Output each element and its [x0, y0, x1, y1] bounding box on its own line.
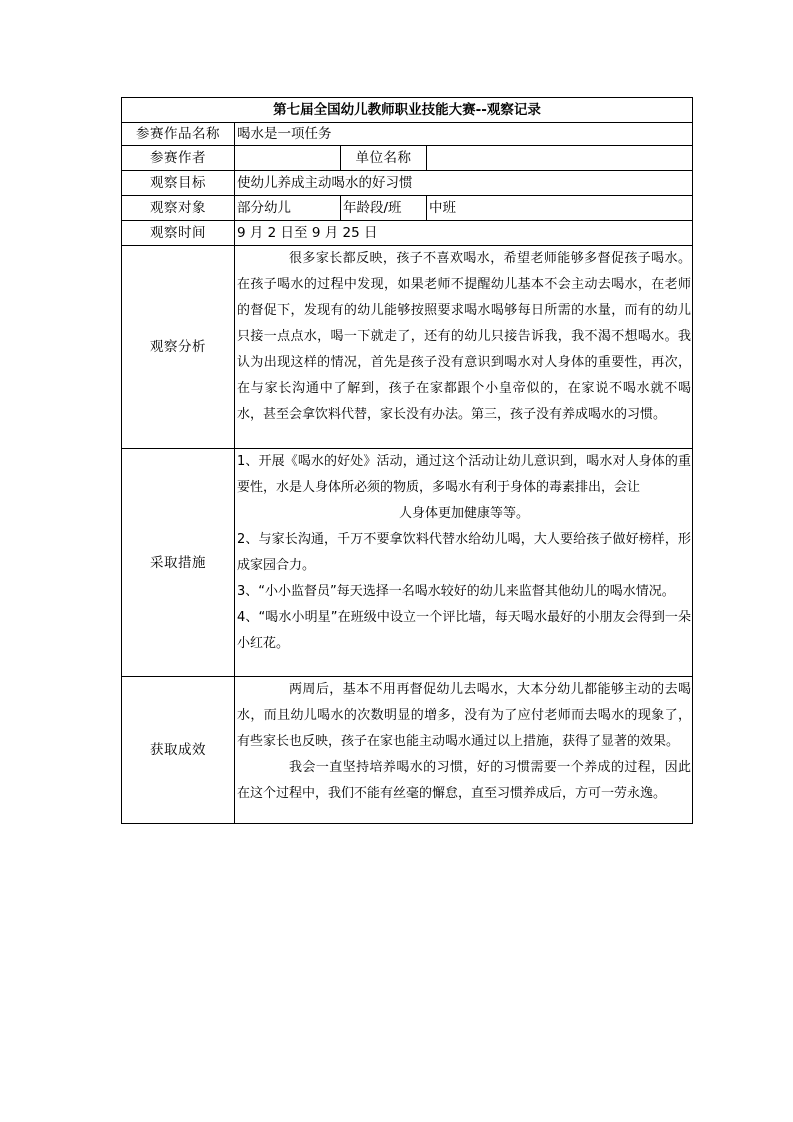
- age-group-value: 中班: [427, 196, 693, 221]
- analysis-text: 很多家长都反映，孩子不喜欢喝水，希望老师能够多督促孩子喝水。在孩子喝水的过程中发现，如果老师不提醒幼儿基本不会主动去喝水，在老师的督促下，发现有的幼儿能够按照要求喝水喝够每日所需的水量，而有的幼儿只接一点点水，喝一下就走了，还有的幼儿只接告诉我，我不渴不想喝水。我认为出现这样的情况，首先是孩子没有意识到喝水对人身体的重要性，再次，在与家长沟通中了解到，孩子在家都跟个小皇帝似的，在家说不喝水就不喝水，甚至会拿饮料代替，家长没有办法。第三，孩子没有养成喝水的习惯。: [237, 251, 692, 422]
- unit-name-label: 单位名称: [341, 146, 427, 171]
- measures-label: 采取措施: [122, 449, 235, 677]
- results-cell: [235, 677, 693, 824]
- unit-name-value: [427, 146, 693, 171]
- measure-item-1: 1、开展《喝水的好处》活动，通过这个活动让幼儿意识到，喝水对人身体的重要性，水是人身体所必须的物质，多喝水有利于身体的毒素排出，会让: [237, 454, 692, 495]
- record-title: 第七届全国幼儿教师职业技能大赛--观察记录: [122, 98, 693, 123]
- results-label: 获取成效: [122, 677, 235, 824]
- measure-item-2: 2、与家长沟通，千万不要拿饮料代替水给幼儿喝，大人要给孩子做好榜样，形成家园合力。: [237, 532, 692, 573]
- author-label: 参赛作者: [122, 146, 235, 171]
- observation-record-table: [121, 97, 693, 824]
- results-paragraph-2: 我会一直坚持培养喝水的习惯，好的习惯需要一个养成的过程，因此在这个过程中，我们不能有丝毫的懈怠，直至习惯养成后，方可一劳永逸。: [237, 760, 692, 801]
- measure-item-1-end: 人身体更加健康等等。: [399, 506, 530, 521]
- analysis-label: 观察分析: [122, 246, 235, 449]
- goal-value: 使幼儿养成主动喝水的好习惯: [235, 171, 693, 196]
- measure-item-4: 4、“喝水小明星”在班级中设立一个评比墙，每天喝水最好的小朋友会得到一朵小红花。: [237, 610, 692, 651]
- time-label: 观察时间: [122, 221, 235, 246]
- time-value: 9 月 2 日至 9 月 25 日: [235, 221, 693, 246]
- measure-item-3: 3、“小小监督员”每天选择一名喝水较好的幼儿来监督其他幼儿的喝水情况。: [237, 584, 675, 599]
- work-name-label: 参赛作品名称: [122, 123, 235, 146]
- analysis-text-cell: [235, 246, 693, 449]
- author-value: [235, 146, 341, 171]
- results-paragraph-1: 两周后，基本不用再督促幼儿去喝水，大本分幼儿都能够主动的去喝水，而且幼儿喝水的次数明显的增多，没有为了应付老师而去喝水的现象了，有些家长也反映，孩子在家也能主动喝水通过以上措施，获得了显著的效果。: [237, 682, 692, 749]
- subject-label: 观察对象: [122, 196, 235, 221]
- subject-value: 部分幼儿: [235, 196, 341, 221]
- work-name-value: 喝水是一项任务: [235, 123, 693, 146]
- measures-cell: [235, 449, 693, 677]
- age-group-label: 年龄段/班: [341, 196, 427, 221]
- goal-label: 观察目标: [122, 171, 235, 196]
